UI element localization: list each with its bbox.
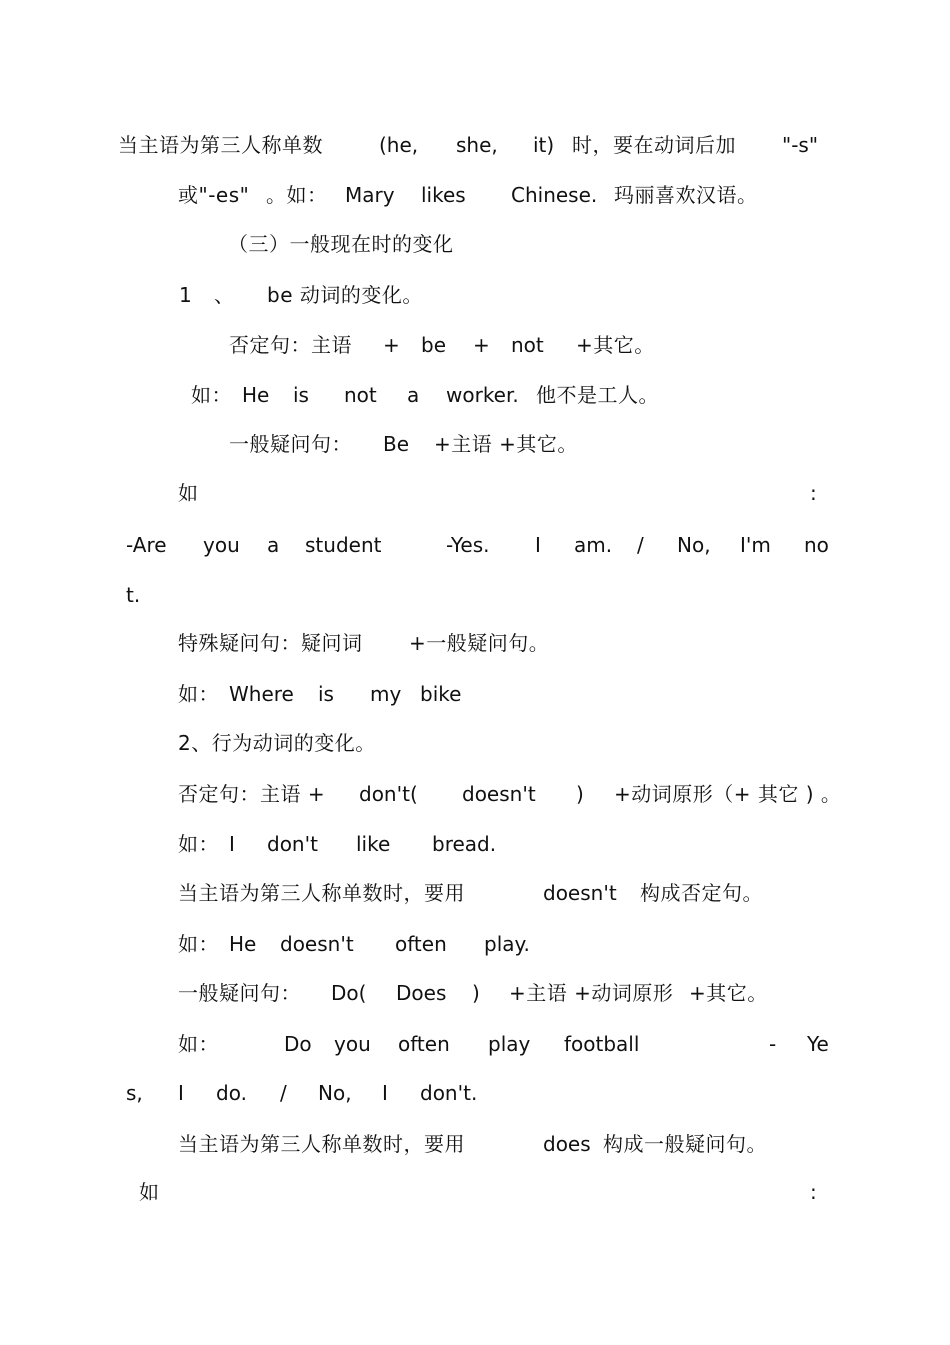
text-segment: worker.	[446, 383, 519, 407]
text-segment: 构成一般疑问句。	[603, 1132, 767, 1156]
text-segment: 时，要在动词后加	[572, 133, 736, 157]
text-segment: often	[398, 1032, 450, 1056]
text-segment: "-s"	[782, 133, 819, 157]
text-segment: doesn't	[280, 932, 354, 956]
text-segment: 如：	[178, 682, 219, 706]
text-segment: bike	[420, 682, 462, 706]
text-segment: +	[383, 333, 400, 357]
text-segment: -Yes.	[446, 533, 490, 557]
text-segment: 如：	[178, 832, 219, 856]
text-segment: I	[535, 533, 541, 557]
text-segment: +	[473, 333, 490, 357]
text-segment: Do	[284, 1032, 312, 1056]
text-segment: 如	[178, 481, 199, 505]
text-segment: -	[769, 1032, 777, 1056]
text-segment: 。如：	[266, 183, 328, 207]
text-segment: be 动词的变化。	[267, 283, 423, 307]
text-segment: do.	[216, 1081, 247, 1105]
text-segment: likes	[421, 183, 466, 207]
text-segment: +主语 +其它。	[434, 432, 578, 456]
text-segment: a	[267, 533, 280, 557]
text-segment: +动词原形（+ 其它 ) 。	[614, 782, 842, 806]
text-segment: +其它。	[576, 333, 655, 357]
text-segment: Ye	[807, 1032, 829, 1056]
text-segment: He	[229, 932, 257, 956]
text-segment: 他不是工人。	[536, 383, 659, 407]
text-segment: Chinese.	[511, 183, 598, 207]
text-segment: is	[293, 383, 309, 407]
text-segment: not	[344, 383, 377, 407]
text-segment: am.	[574, 533, 613, 557]
text-segment: 如：	[178, 1032, 219, 1056]
text-segment: Do(	[331, 981, 367, 1005]
text-segment: a	[407, 383, 420, 407]
text-segment: my	[370, 682, 402, 706]
text-segment: -Are	[126, 533, 167, 557]
text-segment: +其它。	[689, 981, 768, 1005]
text-segment: she,	[456, 133, 498, 157]
text-segment: don't.	[420, 1081, 478, 1105]
text-segment: 或"-es"	[178, 183, 250, 207]
text-segment: football	[564, 1032, 640, 1056]
text-segment: 否定句：主语 +	[178, 782, 326, 806]
text-segment: （三）一般现在时的变化	[228, 232, 454, 256]
text-segment: (he,	[379, 133, 419, 157]
text-segment: )	[472, 981, 480, 1005]
text-segment: :	[810, 481, 817, 505]
text-segment: I	[178, 1081, 184, 1105]
text-segment: 构成否定句。	[640, 881, 763, 905]
text-segment: +一般疑问句。	[409, 631, 550, 655]
text-segment: you	[334, 1032, 371, 1056]
text-segment: 1	[179, 283, 192, 307]
text-segment: student	[305, 533, 382, 557]
text-segment: don't(	[359, 782, 418, 806]
text-segment: you	[203, 533, 240, 557]
text-segment: No,	[677, 533, 711, 557]
text-segment: I	[382, 1081, 388, 1105]
text-segment: 当主语为第三人称单数时，要用	[178, 881, 465, 905]
text-segment: No,	[318, 1081, 352, 1105]
text-segment: it)	[533, 133, 555, 157]
text-segment: does	[543, 1132, 591, 1156]
text-segment: often	[395, 932, 447, 956]
text-segment: don't	[267, 832, 318, 856]
text-segment: 2、行为动词的变化。	[178, 731, 376, 755]
text-segment: )	[576, 782, 584, 806]
text-segment: 当主语为第三人称单数	[118, 133, 323, 157]
text-segment: Does	[396, 981, 447, 1005]
text-segment: no	[804, 533, 829, 557]
text-segment: I'm	[740, 533, 771, 557]
text-segment: 一般疑问句：	[229, 432, 352, 456]
text-segment: doesn't	[543, 881, 617, 905]
text-segment: 玛丽喜欢汉语。	[614, 183, 758, 207]
text-segment: 特殊疑问句：疑问词	[178, 631, 363, 655]
text-segment: 如	[139, 1180, 160, 1204]
text-segment: :	[810, 1180, 817, 1204]
text-segment: +主语 +动词原形	[509, 981, 674, 1005]
text-segment: Be	[383, 432, 410, 456]
text-segment: t.	[126, 583, 141, 607]
text-segment: Mary	[345, 183, 395, 207]
text-segment: I	[229, 832, 235, 856]
text-segment: s,	[126, 1081, 143, 1105]
text-segment: 如：	[191, 383, 232, 407]
text-segment: 如：	[178, 932, 219, 956]
text-segment: 当主语为第三人称单数时，要用	[178, 1132, 465, 1156]
text-segment: He	[242, 383, 270, 407]
text-segment: /	[637, 533, 644, 557]
text-segment: Where	[229, 682, 294, 706]
text-segment: play.	[484, 932, 530, 956]
text-segment: /	[280, 1081, 287, 1105]
text-segment: 、	[214, 283, 235, 307]
text-segment: be	[421, 333, 446, 357]
text-segment: not	[511, 333, 544, 357]
text-segment: bread.	[432, 832, 497, 856]
text-segment: like	[356, 832, 391, 856]
text-segment: doesn't	[462, 782, 536, 806]
text-segment: play	[488, 1032, 531, 1056]
text-segment: 否定句：主语	[229, 333, 352, 357]
text-segment: is	[318, 682, 334, 706]
text-segment: 一般疑问句：	[178, 981, 301, 1005]
